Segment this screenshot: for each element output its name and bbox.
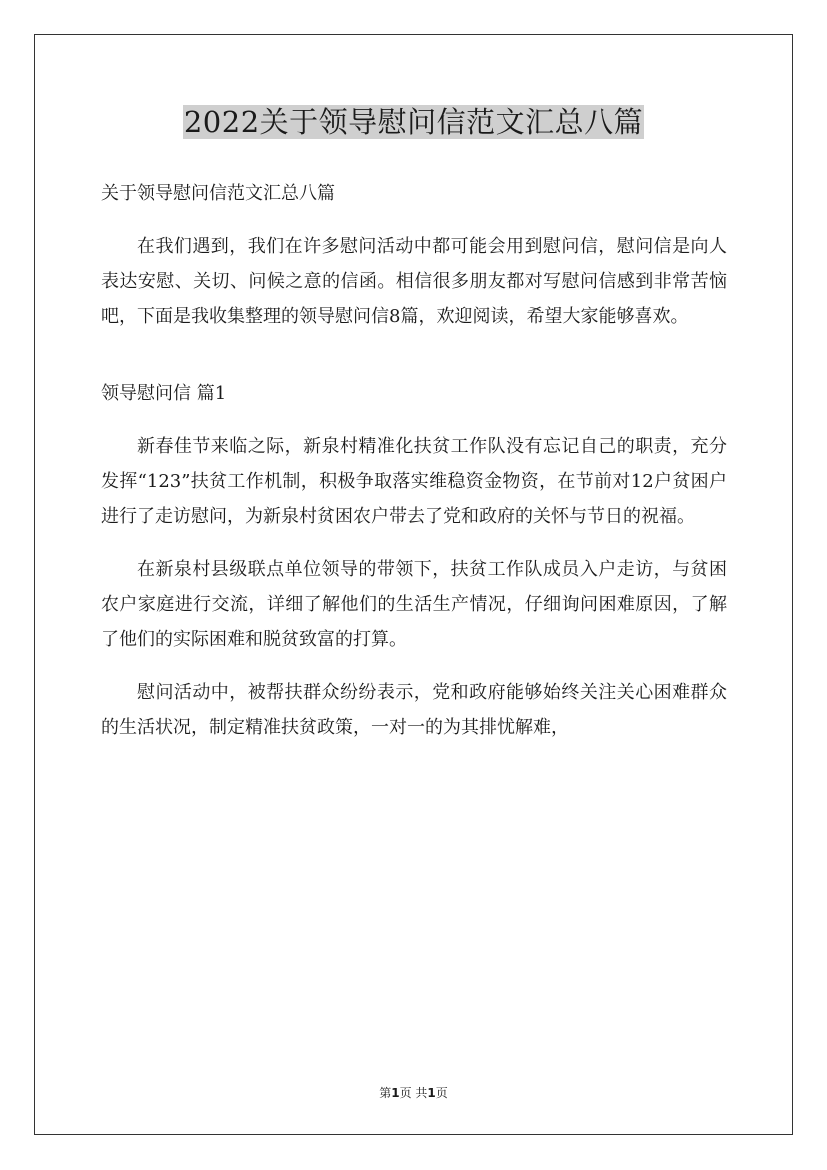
body-paragraph-2: 在新泉村县级联点单位领导的带领下，扶贫工作队成员入户走访，与贫困农户家庭进行交流，详细了解他们的生活生产情况，仔细询问困难原因，了解了他们的实际困难和脱贫致富的打算。 xyxy=(101,559,727,650)
document-body xyxy=(101,176,727,763)
footer-page-prefix: 第 xyxy=(379,1086,392,1100)
document-subtitle: 关于领导慰问信范文汇总八篇 xyxy=(101,183,335,204)
footer-page-suffix: 页 xyxy=(435,1086,448,1100)
body-paragraph-3: 慰问活动中，被帮扶群众纷纷表示，党和政府能够始终关注关心困难群众的生活状况，制定精准扶贫政策，一对一的为其排忧解难， xyxy=(101,682,727,738)
body-paragraph-1: 新春佳节来临之际，新泉村精准化扶贫工作队没有忘记自己的职责，充分发挥“123”扶贫工作机制，积极争取落实维稳资金物资，在节前对12户贫困户进行了走访慰问，为新泉村贫困农户带去了党和政府的关怀与节日的祝福。 xyxy=(101,436,727,527)
footer-page-number: 1 xyxy=(391,1086,400,1100)
footer-total-pages: 1 xyxy=(427,1086,436,1100)
document-title-container xyxy=(0,100,827,144)
intro-paragraph: 在我们遇到，我们在许多慰问活动中都可能会用到慰问信，慰问信是向人表达安慰、关切、问候之意的信函。相信很多朋友都对写慰问信感到非常苦恼吧，下面是我收集整理的领导慰问信8篇，欢迎阅读，希望大家能够喜欢。 xyxy=(101,236,727,327)
document-title: 2022关于领导慰问信范文汇总八篇 xyxy=(183,105,644,139)
page-footer xyxy=(0,1084,827,1101)
footer-page-mid: 页 共 xyxy=(399,1086,428,1100)
section-heading: 领导慰问信 篇1 xyxy=(101,383,227,404)
